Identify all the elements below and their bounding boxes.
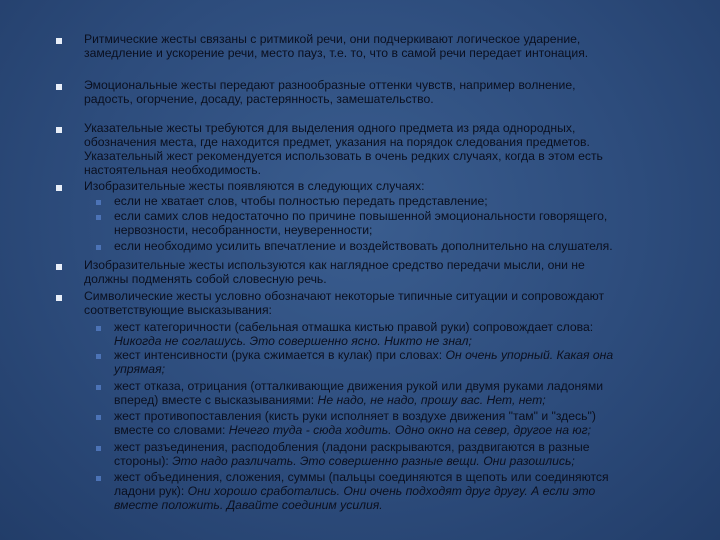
bullet-marker [56, 185, 62, 191]
bullet-text-line: замедление и ускорение речи, место пауз, т.е. то, что в самой речи передает интонация. [84, 46, 589, 60]
quote-text: Никогда не соглашусь. Это совершенно ясно. Никто не знал; [114, 334, 472, 348]
bullet-text-line [114, 424, 591, 438]
sub-bullet-marker [96, 415, 101, 420]
bullet-text-line [114, 394, 546, 408]
bullet-text: стороны): [114, 454, 173, 468]
bullet-text-line: Изобразительные жесты используются как наглядное средство передачи мысли, они не [84, 258, 585, 272]
bullet-text-line: если необходимо усилить впечатление и воздействовать дополнительно на слушателя. [114, 239, 613, 253]
bullet-marker [56, 127, 62, 133]
bullet-text-line [114, 499, 383, 513]
bullet-text-line: нервозности, несобранности, неуверенности; [114, 223, 373, 237]
bullet-text-line: Эмоциональные жесты передают разнообразные оттенки чувств, например волнение, [84, 78, 576, 92]
sub-bullet-marker [96, 215, 101, 220]
bullet-text: вместе со словами: [114, 423, 229, 437]
sub-bullet-marker [96, 245, 101, 250]
bullet-text-line: настоятельная необходимость. [84, 163, 262, 177]
bullet-marker [56, 84, 62, 90]
bullet-text: вперед) вместе с высказываниями: [114, 393, 318, 407]
bullet-text-line: обозначения места, где находится предмет, указания на порядок следования предметов. [84, 135, 590, 149]
bullet-text-line: жест отказа, отрицания (отталкивающие движения рукой или двумя руками ладонями [114, 379, 604, 393]
quote-text: Он очень упорный. Какая она [445, 348, 614, 362]
sub-bullet-marker [96, 385, 101, 390]
bullet-text-line: Символические жесты условно обозначают некоторые типичные ситуации и сопровождают [84, 289, 605, 303]
bullet-text-line: должны подменять собой словесную речь. [84, 272, 327, 286]
bullet-text-line [114, 349, 613, 363]
bullet-text: ладони рук): [114, 484, 188, 498]
bullet-text-line: жест объединения, сложения, суммы (пальцы соединяются в щепоть или соединяются [114, 470, 609, 484]
bullet-text-line: жест разъединения, расподобления (ладони раскрываются, раздвигаются в разные [114, 440, 590, 454]
quote-text: Это надо различать. Это совершенно разные вещи. Они разошлись; [172, 454, 575, 468]
quote-text: вместе положить. Давайте соединим усилия. [114, 498, 383, 512]
bullet-text-line: жест противопоставления (кисть руки исполняет в воздухе движения "там" и "здесь") [114, 409, 596, 423]
bullet-text-line [114, 455, 575, 469]
sub-bullet-marker [96, 354, 101, 359]
quote-text: Не надо, не надо, прошу вас. Нет, нет; [317, 393, 546, 407]
bullet-text-line: жест категоричности (сабельная отмашка кистью правой руки) сопровождает слова: [114, 320, 594, 334]
bullet-text-line: Изобразительные жесты появляются в следующих случаях: [84, 179, 425, 193]
bullet-text-line: Ритмические жесты связаны с ритмикой речи, они подчеркивают логическое ударение, [84, 32, 581, 46]
bullet-marker [56, 38, 62, 44]
bullet-text: жест интенсивности (рука сжимается в кулак) при словах: [114, 348, 446, 362]
bullet-text-line: Указательные жесты требуются для выделения одного предмета из ряда однородных, [84, 121, 576, 135]
bullet-text-line [114, 335, 472, 349]
bullet-text-line [114, 485, 595, 499]
sub-bullet-marker [96, 476, 101, 481]
bullet-marker [56, 264, 62, 270]
sub-bullet-marker [96, 200, 101, 205]
quote-text: Нечего туда - сюда ходить. Одно окно на север, другое на юг; [228, 423, 591, 437]
bullet-text-line [114, 363, 165, 377]
bullet-marker [56, 295, 62, 301]
bullet-text-line: радость, огорчение, досаду, растерянность, замешательство. [84, 92, 434, 106]
bullet-text-line: Указательный жест рекомендуется использовать в очень редких случаях, когда в этом есть [84, 149, 603, 163]
quote-text: Они хорошо сработались. Они очень подходят друг другу. А если это [187, 484, 596, 498]
sub-bullet-marker [96, 326, 101, 331]
sub-bullet-marker [96, 446, 101, 451]
bullet-text-line: если самих слов недостаточно по причине повышенной эмоциональности говорящего, [114, 209, 608, 223]
bullet-text-line: если не хватает слов, чтобы полностью передать представление; [114, 194, 488, 208]
bullet-text-line: соответствующие высказывания: [84, 303, 272, 317]
quote-text: упрямая; [114, 362, 165, 376]
